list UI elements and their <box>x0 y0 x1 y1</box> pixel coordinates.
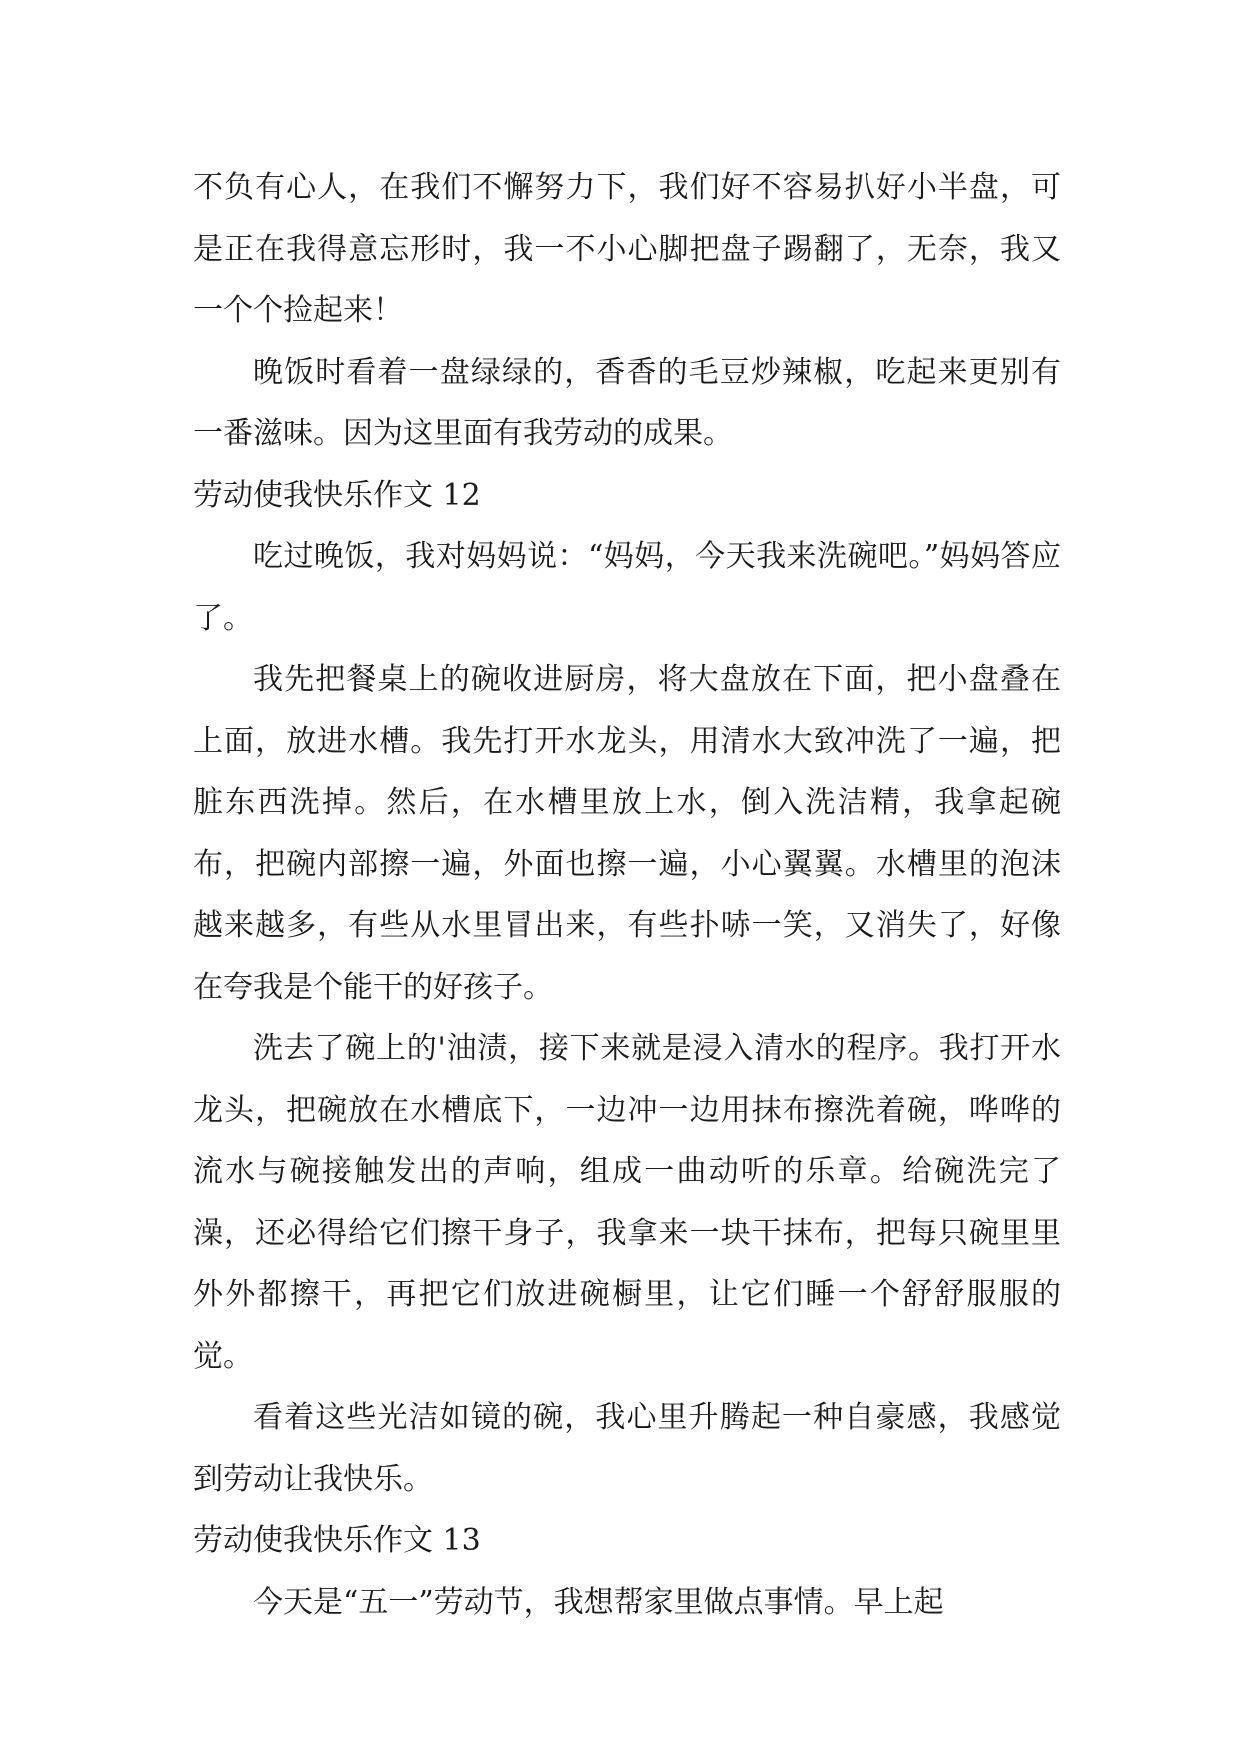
paragraph-labor-day: 今天是“五一”劳动节，我想帮家里做点事情。早上起 <box>253 1584 944 1620</box>
paragraph-pride: 看着这些光洁如镜的碗，我心里升腾起一种自豪感，我感觉到劳动让我快乐。 <box>193 1400 1061 1497</box>
document-page <box>193 157 1061 1633</box>
paragraph-continuation: 不负有心人，在我们不懈努力下，我们好不容易扒好小半盘，可是正在我得意忘形时，我一不小心脚把盘子踢翻了，无奈，我又一个个捡起来！ <box>193 170 1061 328</box>
essay-heading-13: 劳动使我快乐作文 13 <box>193 1523 481 1558</box>
paragraph-washing: 我先把餐桌上的碗收进厨房，将大盘放在下面，把小盘叠在上面，放进水槽。我先打开水龙头，用清水大致冲洗了一遍，把脏东西洗掉。然后，在水槽里放上水，倒入洗洁精，我拿起碗布，把碗内部擦一遍，外面也擦一遍，小心翼翼。水槽里的泡沫越来越多，有些从水里冒出来，有些扑哧一笑，又消失了，好像在夸我是个能干的好孩子。 <box>193 662 1061 1005</box>
paragraph-dinner: 晚饭时看着一盘绿绿的，香香的毛豆炒辣椒，吃起来更别有一番滋味。因为这里面有我劳动的成果。 <box>193 354 1061 451</box>
paragraph-rinsing: 洗去了碗上的'油渍，接下来就是浸入清水的程序。我打开水龙头，把碗放在水槽底下，一边冲一边用抹布擦洗着碗，哗哗的流水与碗接触发出的声响，组成一曲动听的乐章。给碗洗完了澡，还必得给它们擦干身子，我拿来一块干抹布，把每只碗里里外外都擦干，再把它们放进碗橱里，让它们睡一个舒舒服服的觉。 <box>193 1031 1061 1374</box>
essay-heading-12: 劳动使我快乐作文 12 <box>193 477 481 513</box>
paragraph-after-dinner: 吃过晚饭，我对妈妈说：“妈妈，今天我来洗碗吧。”妈妈答应了。 <box>193 539 1061 636</box>
